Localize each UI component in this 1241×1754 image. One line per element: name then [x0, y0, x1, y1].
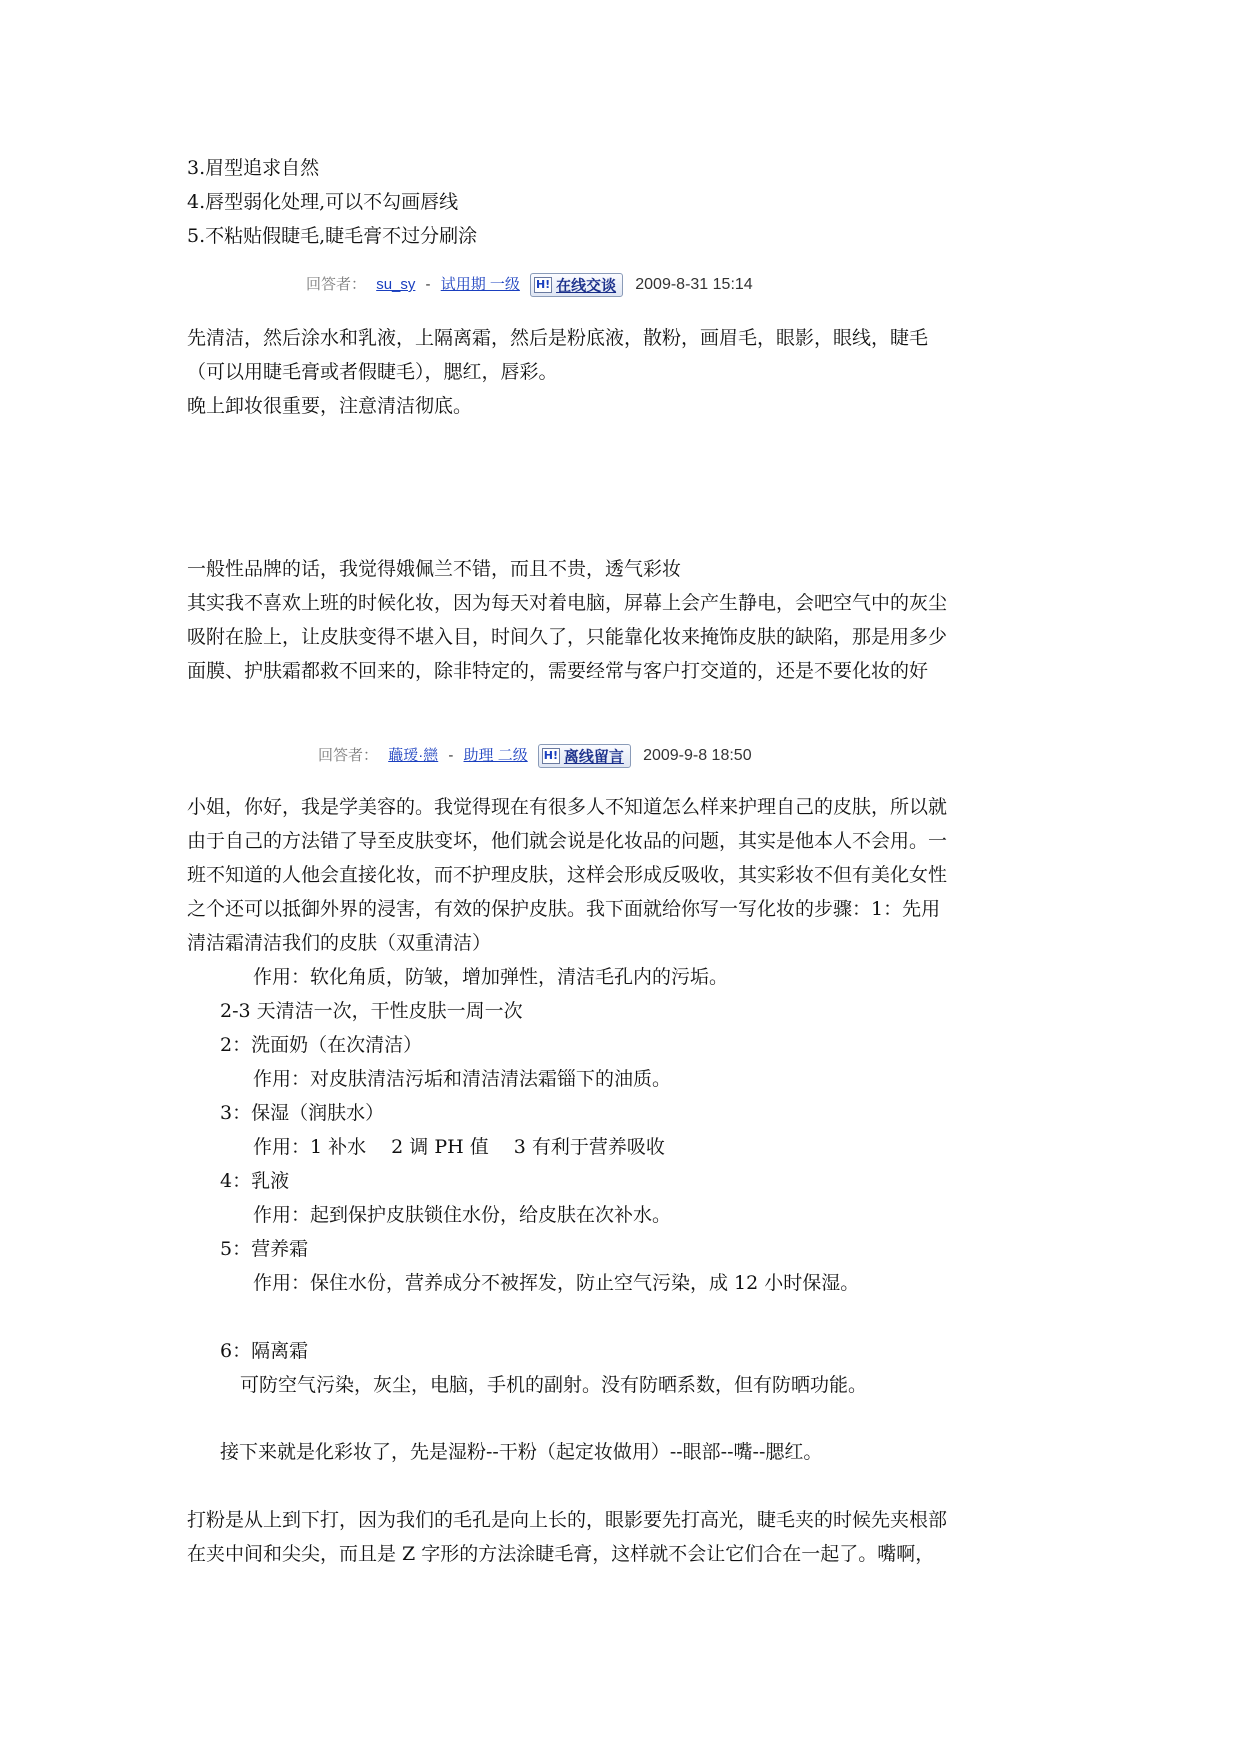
answer-text: 之个还可以抵御外界的浸害，有效的保护皮肤。我下面就给你写一写化妆的步骤：1：先用 [187, 898, 941, 920]
answerer-label: 回答者： [318, 746, 379, 764]
answerer-label: 回答者： [306, 275, 367, 293]
answer-text: 6：隔离霜 [220, 1340, 309, 1362]
answer-text: 吸附在脸上，让皮肤变得不堪入目，时间久了，只能靠化妆来掩饰皮肤的缺陷，那是用多少 [187, 626, 948, 648]
answer-text: （可以用睫毛膏或者假睫毛），腮红，唇彩。 [187, 361, 558, 383]
offline-message-button[interactable] [538, 744, 631, 768]
answer-text: 清洁霜清洁我们的皮肤（双重清洁） [187, 932, 492, 954]
answer-text: 作用：起到保护皮肤锁住水份，给皮肤在次补水。 [253, 1204, 672, 1226]
answer-meta [306, 273, 753, 297]
answer-text: 晚上卸妆很重要，注意清洁彻底。 [187, 395, 473, 417]
answer-text: 接下来就是化彩妆了，先是湿粉--干粉（起定妆做用）--眼部--嘴--腮红。 [220, 1441, 823, 1463]
answer-text: 由于自己的方法错了导至皮肤变坏，他们就会说是化妆品的问题，其实是他本人不会用。一 [187, 830, 948, 852]
answer-text: 4：乳液 [220, 1170, 290, 1192]
answer-text: 5：营养霜 [220, 1238, 309, 1260]
list-item: 3.眉型追求自然 [187, 157, 320, 179]
answer-text: 作用：对皮肤清洁污垢和清洁清法霜锱下的油质。 [253, 1068, 672, 1090]
answer-text: 小姐，你好，我是学美容的。我觉得现在有很多人不知道怎么样来护理自己的皮肤，所以就 [187, 796, 948, 818]
separator: - [425, 276, 431, 293]
answer-timestamp: 2009-9-8 18:50 [643, 747, 752, 764]
answer-timestamp: 2009-8-31 15:14 [635, 276, 753, 293]
answer-text: 可防空气污染，灰尘，电脑，手机的副射。没有防晒系数，但有防晒功能。 [240, 1374, 868, 1396]
answer-text: 班不知道的人他会直接化妆，而不护理皮肤，这样会形成反吸收，其实彩妆不但有美化女性 [187, 864, 948, 886]
answerer-username-link[interactable]: su_sy [376, 276, 416, 293]
answer-text: 作用：保住水份，营养成分不被挥发，防止空气污染，成 12 小时保湿。 [253, 1272, 860, 1294]
hi-chat-icon: H! [535, 277, 551, 291]
answer-text: 一般性品牌的话，我觉得娥佩兰不错，而且不贵，透气彩妆 [187, 558, 682, 580]
separator: - [448, 747, 454, 764]
answerer-level-link[interactable]: 助理 二级 [463, 747, 528, 764]
answer-text: 在夹中间和尖尖，而且是 Z 字形的方法涂睫毛膏，这样就不会让它们合在一起了。嘴啊， [187, 1543, 935, 1565]
answer-text: 其实我不喜欢上班的时候化妆，因为每天对着电脑，屏幕上会产生静电，会吧空气中的灰尘 [187, 592, 948, 614]
answer-text: 3：保湿（润肤水） [220, 1102, 385, 1124]
badge-label: 离线留言 [563, 747, 624, 766]
list-item: 5.不粘贴假睫毛,睫毛膏不过分刷涂 [187, 225, 478, 247]
answer-text: 2-3 天清洁一次，干性皮肤一周一次 [220, 1000, 523, 1022]
list-item: 4.唇型弱化处理,可以不勾画唇线 [187, 191, 459, 213]
answer-text: 作用：1 补水 2 调 PH 值 3 有利于营养吸收 [253, 1136, 665, 1158]
answer-text: 作用：软化角质，防皱，增加弹性，清洁毛孔内的污垢。 [253, 966, 729, 988]
answer-text: 打粉是从上到下打，因为我们的毛孔是向上长的，眼影要先打高光，睫毛夹的时候先夹根部 [187, 1509, 948, 1531]
answerer-username-link[interactable]: 蘵瑷·戀 [388, 747, 439, 764]
answer-text: 2：洗面奶（在次清洁） [220, 1034, 423, 1056]
answer-text: 先清洁，然后涂水和乳液，上隔离霜，然后是粉底液，散粉，画眉毛，眼影，眼线，睫毛 [187, 327, 929, 349]
online-chat-button[interactable] [530, 273, 623, 297]
badge-label: 在线交谈 [556, 276, 617, 295]
hi-chat-icon: H! [543, 748, 558, 762]
answer-text: 面膜、护肤霜都救不回来的，除非特定的，需要经常与客户打交道的，还是不要化妆的好 [187, 660, 929, 682]
answer-meta [318, 744, 752, 768]
answerer-level-link[interactable]: 试用期 一级 [440, 276, 520, 293]
